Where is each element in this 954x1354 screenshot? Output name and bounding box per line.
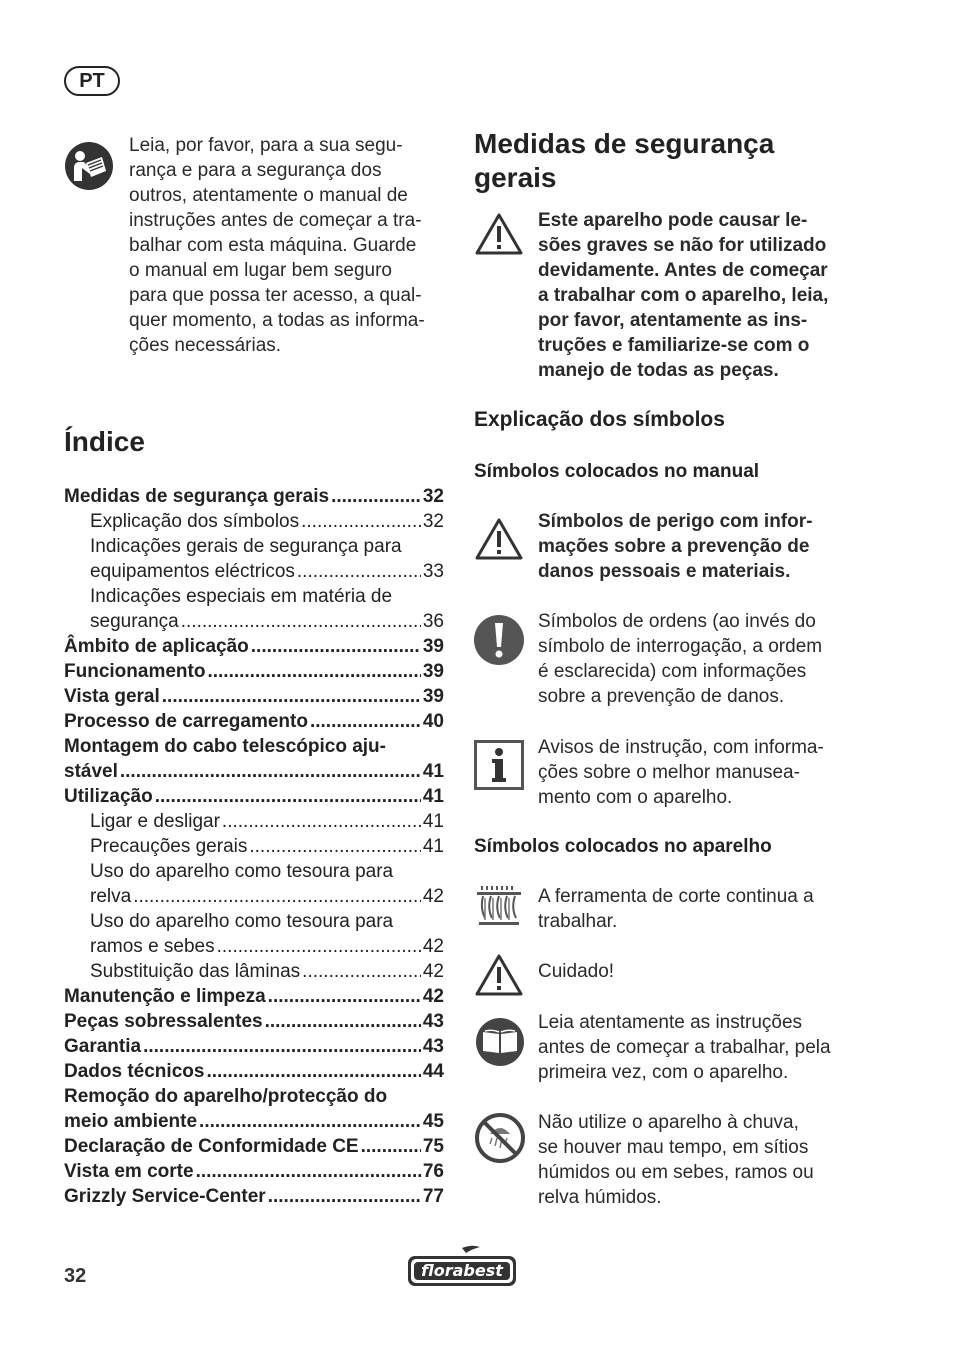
toc-entry[interactable] bbox=[64, 834, 444, 859]
toc-page-number: 75 bbox=[422, 1136, 444, 1157]
toc-entry[interactable] bbox=[64, 934, 444, 959]
danger-symbols-text bbox=[538, 509, 858, 584]
caution-triangle-icon bbox=[474, 953, 524, 997]
text-line: A ferramenta de corte continua a bbox=[538, 886, 814, 907]
toc-entry-label: Montagem do cabo telescópico aju- bbox=[64, 736, 386, 757]
text-line: se houver mau tempo, em sítios bbox=[538, 1137, 809, 1158]
toc-entry[interactable] bbox=[64, 1109, 444, 1134]
toc-entry[interactable] bbox=[64, 784, 444, 809]
toc-dot-leader bbox=[181, 609, 421, 634]
toc-entry[interactable] bbox=[64, 1034, 444, 1059]
toc-entry[interactable] bbox=[64, 984, 444, 1009]
toc-page-number: 42 bbox=[422, 961, 444, 982]
text-line: Este aparelho pode causar le- bbox=[538, 210, 808, 231]
text-line: relva húmidos. bbox=[538, 1187, 662, 1208]
toc-dot-leader bbox=[301, 509, 421, 534]
toc-dot-leader bbox=[310, 709, 421, 734]
toc-page-number: 33 bbox=[422, 561, 444, 582]
toc-page-number: 36 bbox=[422, 611, 444, 632]
index-title: Índice bbox=[64, 426, 145, 457]
text-line: símbolo de interrogação, a ordem bbox=[538, 636, 823, 657]
toc-entry[interactable] bbox=[64, 1159, 444, 1184]
toc-entry[interactable] bbox=[64, 1184, 444, 1209]
toc-entry[interactable] bbox=[64, 534, 444, 559]
toc-entry[interactable] bbox=[64, 684, 444, 709]
warning-triangle-icon bbox=[474, 212, 524, 256]
cutting-tool-continues-icon bbox=[475, 884, 523, 928]
text-line: Leia atentamente as instruções bbox=[538, 1012, 803, 1033]
toc-page-number: 40 bbox=[422, 711, 444, 732]
toc-dot-leader bbox=[217, 934, 421, 959]
device-symbols-heading: Símbolos colocados no aparelho bbox=[474, 836, 772, 857]
toc-entry-label: meio ambiente bbox=[64, 1111, 198, 1132]
read-manual-text bbox=[538, 1010, 868, 1085]
toc-page-number: 42 bbox=[422, 986, 444, 1007]
intro-line: outros, atentamente o manual de bbox=[129, 185, 408, 206]
toc-dot-leader bbox=[133, 884, 421, 909]
intro-line: rança e para a segurança dos bbox=[129, 160, 382, 181]
toc-entry-label: relva bbox=[90, 886, 132, 907]
toc-page-number: 41 bbox=[422, 786, 444, 807]
toc-entry-label: Grizzly Service-Center bbox=[64, 1186, 266, 1207]
text-line: Símbolos de perigo com infor- bbox=[538, 511, 813, 532]
toc-page-number: 42 bbox=[422, 936, 444, 957]
toc-entry-label: Manutenção e limpeza bbox=[64, 986, 266, 1007]
toc-entry-label: segurança bbox=[90, 611, 179, 632]
toc-entry[interactable] bbox=[64, 584, 444, 609]
danger-triangle-icon bbox=[474, 517, 524, 561]
toc-entry[interactable] bbox=[64, 484, 444, 509]
toc-dot-leader bbox=[361, 1134, 421, 1159]
toc-dot-leader bbox=[268, 1184, 421, 1209]
toc-page-number: 41 bbox=[422, 836, 444, 857]
florabest-logo bbox=[406, 1244, 518, 1288]
toc-entry[interactable] bbox=[64, 959, 444, 984]
toc-entry-label: Substituição das lâminas bbox=[90, 961, 301, 982]
toc-entry-label: stável bbox=[64, 761, 118, 782]
toc-page-number: 41 bbox=[422, 811, 444, 832]
toc-page-number: 42 bbox=[422, 886, 444, 907]
toc-entry[interactable] bbox=[64, 1134, 444, 1159]
text-line: trabalhar. bbox=[538, 911, 618, 932]
no-rain-icon bbox=[474, 1112, 526, 1164]
toc-page-number: 41 bbox=[422, 761, 444, 782]
toc-entry[interactable] bbox=[64, 659, 444, 684]
toc-entry-label: Dados técnicos bbox=[64, 1061, 205, 1082]
toc-entry[interactable] bbox=[64, 759, 444, 784]
toc-page-number: 76 bbox=[422, 1161, 444, 1182]
caution-text: Cuidado! bbox=[538, 961, 615, 982]
toc-dot-leader bbox=[143, 1034, 421, 1059]
text-line: por favor, atentamente as ins- bbox=[538, 310, 808, 331]
toc-dot-leader bbox=[331, 484, 421, 509]
order-symbols-text bbox=[538, 609, 858, 709]
intro-line: o manual em lugar bem seguro bbox=[129, 260, 392, 281]
intro-line: instruções antes de começar a tra- bbox=[129, 210, 422, 231]
toc-entry[interactable] bbox=[64, 709, 444, 734]
text-line: sobre a prevenção de danos. bbox=[538, 686, 785, 707]
toc-entry[interactable] bbox=[64, 509, 444, 534]
intro-line: ções necessárias. bbox=[129, 335, 282, 356]
general-warning-text bbox=[538, 208, 858, 383]
toc-entry-label: ramos e sebes bbox=[90, 936, 215, 957]
text-line: sões graves se não for utilizado bbox=[538, 235, 827, 256]
svg-text:florabest: florabest bbox=[421, 1261, 503, 1280]
safety-section-title bbox=[474, 127, 874, 195]
toc-entry-label: Ligar e desligar bbox=[90, 811, 220, 832]
toc-page-number: 77 bbox=[422, 1186, 444, 1207]
symbols-explanation-title: Explicação dos símbolos bbox=[474, 408, 725, 431]
toc-page-number: 39 bbox=[422, 686, 444, 707]
toc-page-number: 39 bbox=[422, 636, 444, 657]
text-line: Símbolos de ordens (ao invés do bbox=[538, 611, 816, 632]
toc-entry-label: Vista em corte bbox=[64, 1161, 194, 1182]
toc-dot-leader bbox=[302, 959, 421, 984]
toc-entry-label: Uso do aparelho como tesoura para bbox=[90, 861, 394, 882]
toc-entry-label: Explicação dos símbolos bbox=[90, 511, 300, 532]
toc-entry-label: Indicações especiais em matéria de bbox=[90, 586, 393, 607]
text-line: ções sobre o melhor manusea- bbox=[538, 762, 800, 783]
intro-line: para que possa ter acesso, a qual- bbox=[129, 285, 422, 306]
toc-dot-leader bbox=[222, 809, 421, 834]
toc-dot-leader bbox=[268, 984, 421, 1009]
intro-line: Leia, por favor, para a sua segu- bbox=[129, 135, 403, 156]
toc-entry[interactable] bbox=[64, 734, 444, 759]
intro-line: balhar com esta máquina. Guarde bbox=[129, 235, 417, 256]
toc-entry[interactable] bbox=[64, 1059, 444, 1084]
safety-title-line: Medidas de segurança bbox=[474, 128, 775, 159]
toc-dot-leader bbox=[162, 684, 421, 709]
text-line: manejo de todas as peças. bbox=[538, 360, 779, 381]
toc-entry[interactable] bbox=[64, 909, 444, 934]
toc-entry-label: Medidas de segurança gerais bbox=[64, 486, 330, 507]
toc-entry-label: Precauções gerais bbox=[90, 836, 248, 857]
toc-dot-leader bbox=[155, 784, 421, 809]
toc-entry[interactable] bbox=[64, 1084, 444, 1109]
toc-dot-leader bbox=[120, 759, 421, 784]
toc-entry-label: Peças sobressalentes bbox=[64, 1011, 263, 1032]
toc-page-number: 32 bbox=[422, 511, 444, 532]
toc-entry[interactable] bbox=[64, 634, 444, 659]
toc-entry-label: Remoção do aparelho/protecção do bbox=[64, 1086, 388, 1107]
toc-dot-leader bbox=[251, 634, 421, 659]
text-line: é esclarecida) com informações bbox=[538, 661, 807, 682]
text-line: truções e familiarize-se com o bbox=[538, 335, 810, 356]
text-line: húmidos ou em sebes, ramos ou bbox=[538, 1162, 814, 1183]
toc-entry-label: Vista geral bbox=[64, 686, 160, 707]
info-icon bbox=[474, 740, 524, 790]
toc-entry-label: Declaração de Conformidade CE bbox=[64, 1136, 359, 1157]
manual-symbols-heading: Símbolos colocados no manual bbox=[474, 461, 760, 482]
toc-entry-label: Uso do aparelho como tesoura para bbox=[90, 911, 394, 932]
toc-page-number: 43 bbox=[422, 1036, 444, 1057]
intro-paragraph bbox=[129, 133, 459, 358]
intro-line: quer momento, a todas as informa- bbox=[129, 310, 425, 331]
toc-dot-leader bbox=[207, 659, 420, 684]
info-symbols-text bbox=[538, 735, 858, 810]
toc-dot-leader bbox=[265, 1009, 421, 1034]
text-line: Não utilize o aparelho à chuva, bbox=[538, 1112, 799, 1133]
table-of-contents bbox=[64, 484, 444, 1209]
text-line: devidamente. Antes de começar bbox=[538, 260, 828, 281]
page-number: 32 bbox=[64, 1265, 87, 1287]
language-badge: PT bbox=[64, 66, 120, 96]
toc-entry-label: Processo de carregamento bbox=[64, 711, 308, 732]
text-line: primeira vez, com o aparelho. bbox=[538, 1062, 789, 1083]
text-line: mações sobre a prevenção de bbox=[538, 536, 810, 557]
toc-entry-label: Utilização bbox=[64, 786, 153, 807]
toc-page-number: 39 bbox=[422, 661, 444, 682]
toc-entry-label: equipamentos eléctricos bbox=[90, 561, 295, 582]
toc-dot-leader bbox=[297, 559, 421, 584]
text-line: mento com o aparelho. bbox=[538, 787, 733, 808]
toc-entry[interactable] bbox=[64, 809, 444, 834]
no-rain-text bbox=[538, 1110, 858, 1210]
text-line: a trabalhar com o aparelho, leia, bbox=[538, 285, 829, 306]
text-line: danos pessoais e materiais. bbox=[538, 561, 791, 582]
toc-entry[interactable] bbox=[64, 859, 444, 884]
text-line: antes de começar a trabalhar, pela bbox=[538, 1037, 831, 1058]
safety-title-line: gerais bbox=[474, 162, 557, 193]
toc-entry[interactable] bbox=[64, 559, 444, 584]
toc-entry[interactable] bbox=[64, 884, 444, 909]
read-manual-person-icon bbox=[64, 141, 114, 191]
toc-entry-label: Funcionamento bbox=[64, 661, 206, 682]
toc-page-number: 32 bbox=[422, 486, 444, 507]
toc-page-number: 45 bbox=[422, 1111, 444, 1132]
toc-entry[interactable] bbox=[64, 1009, 444, 1034]
toc-page-number: 43 bbox=[422, 1011, 444, 1032]
toc-dot-leader bbox=[199, 1109, 421, 1134]
toc-entry[interactable] bbox=[64, 609, 444, 634]
toc-dot-leader bbox=[206, 1059, 420, 1084]
toc-entry-label: Garantia bbox=[64, 1036, 142, 1057]
toc-dot-leader bbox=[249, 834, 420, 859]
cutting-tool-text bbox=[538, 884, 858, 934]
toc-page-number: 44 bbox=[422, 1061, 444, 1082]
toc-entry-label: Âmbito de aplicação bbox=[64, 636, 249, 657]
toc-entry-label: Indicações gerais de segurança para bbox=[90, 536, 402, 557]
text-line: Avisos de instrução, com informa- bbox=[538, 737, 824, 758]
read-manual-book-icon bbox=[475, 1017, 525, 1067]
toc-dot-leader bbox=[196, 1159, 421, 1184]
exclamation-circle-icon bbox=[473, 614, 525, 666]
